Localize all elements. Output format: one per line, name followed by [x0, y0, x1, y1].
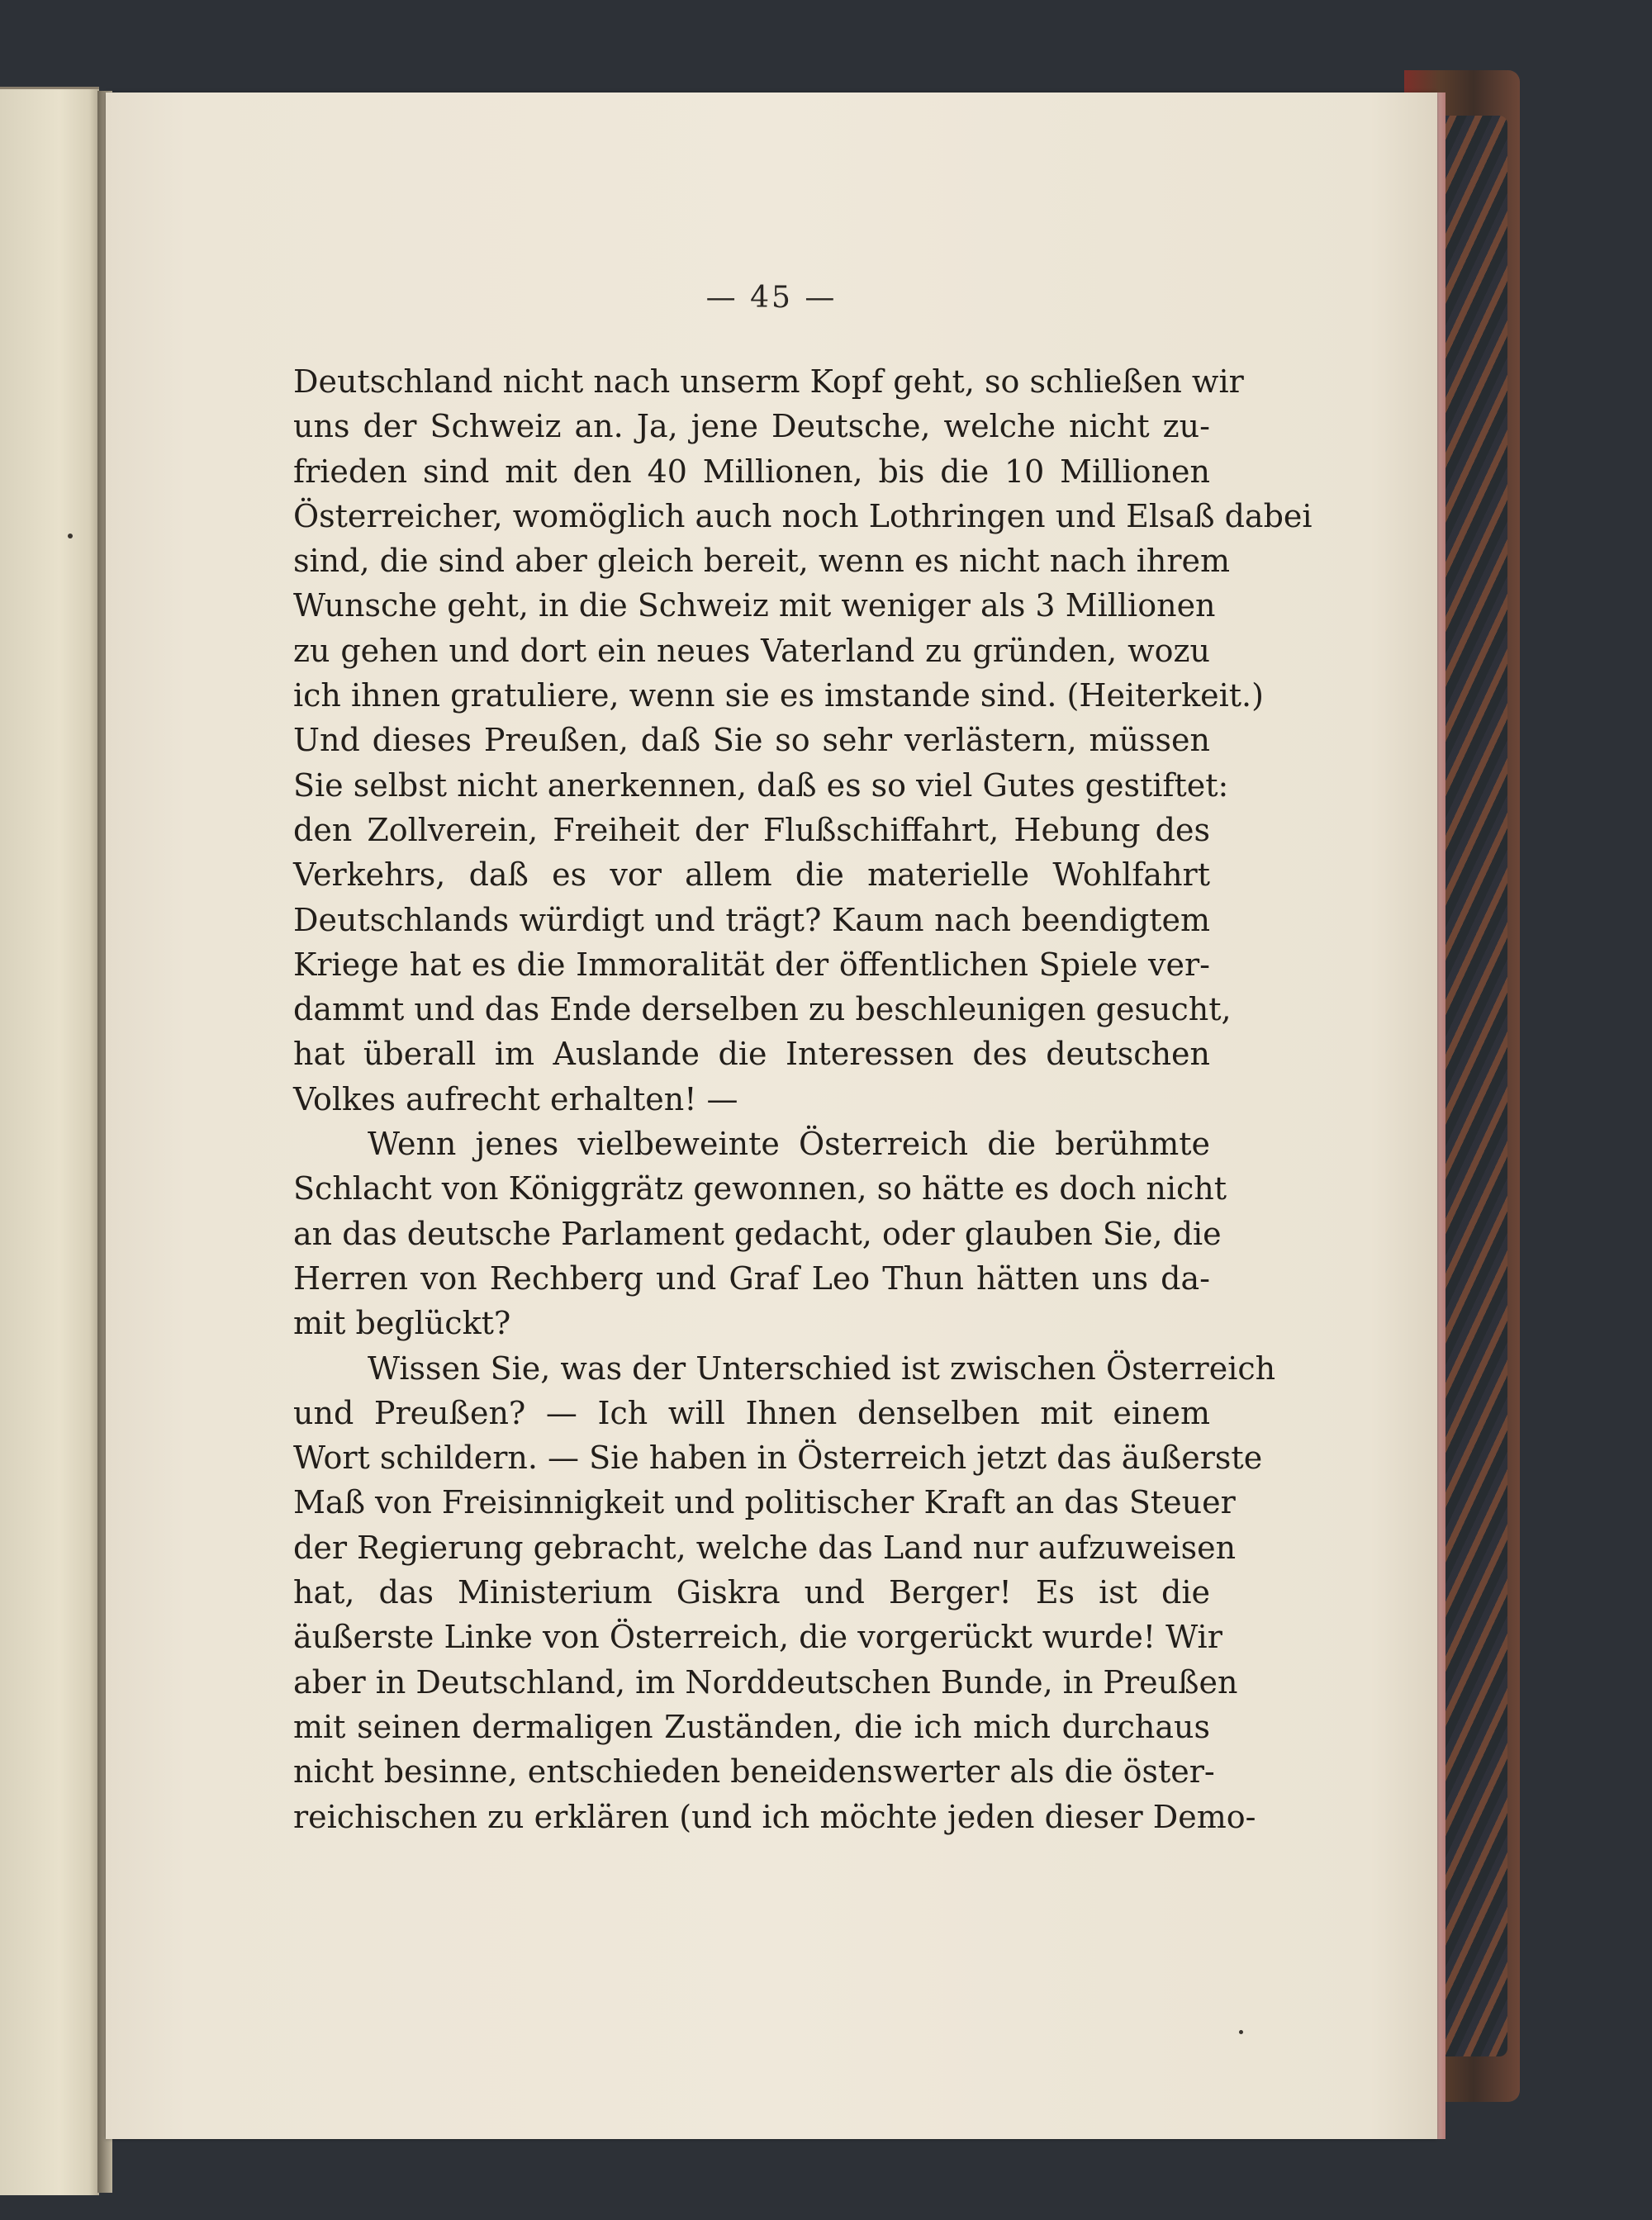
text-line: sind, die sind aber gleich bereit, wenn es nicht nach ihrem [293, 543, 1231, 580]
text-line: Volkes aufrecht erhalten! — [293, 1080, 738, 1117]
scan-speck [68, 534, 73, 538]
text-line: hat überall im Auslande die Interessen des deutschen [293, 1036, 1210, 1073]
text-line: den Zollverein, Freiheit der Flußschiffahrt, Hebung des [293, 811, 1210, 848]
text-line: reichischen zu erklären (und ich möchte jeden dieser Demo- [293, 1798, 1256, 1835]
text-line: der Regierung gebracht, welche das Land nur aufzuweisen [293, 1529, 1237, 1566]
text-line: Wort schildern. — Sie haben in Österreich jetzt das äußerste [293, 1440, 1263, 1477]
text-line: Verkehrs, daß es vor allem die materielle Wohlfahrt [293, 856, 1210, 894]
text-line: Wenn jenes vielbeweinte Österreich die berühmte [368, 1126, 1210, 1163]
scan-speck [1239, 2030, 1243, 2034]
text-line: Wissen Sie, was der Unterschied ist zwischen Österreich [368, 1350, 1276, 1387]
text-line: ich ihnen gratuliere, wenn sie es imstande sind. (Heiterkeit.) [293, 677, 1264, 714]
text-line: und Preußen? — Ich will Ihnen denselben mit einem [293, 1394, 1210, 1431]
text-line: Deutschlands würdigt und trägt? Kaum nach beendigtem [293, 901, 1210, 938]
text-line: an das deutsche Parlament gedacht, oder glauben Sie, die [293, 1215, 1222, 1252]
text-line: zu gehen und dort ein neues Vaterland zu gründen, wozu [293, 632, 1210, 669]
text-line: Und dieses Preußen, daß Sie so sehr verlästern, müssen [293, 722, 1210, 759]
text-line: Schlacht von Königgrätz gewonnen, so hätte es doch nicht [293, 1170, 1227, 1207]
text-line: Kriege hat es die Immoralität der öffentlichen Spiele ver- [293, 946, 1210, 983]
text-line: Maß von Freisinnigkeit und politischer Kraft an das Steuer [293, 1484, 1236, 1521]
text-line: mit seinen dermaligen Zuständen, die ich mich durchaus [293, 1708, 1210, 1745]
text-line: aber in Deutschland, im Norddeutschen Bunde, in Preußen [293, 1663, 1238, 1701]
text-line: äußerste Linke von Österreich, die vorgerückt wurde! Wir [293, 1619, 1222, 1656]
page-number: — 45 — [705, 281, 838, 315]
text-line: Wunsche geht, in die Schweiz mit weniger als 3 Millionen [293, 587, 1216, 624]
text-line: dammt und das Ende derselben zu beschleunigen gesucht, [293, 991, 1232, 1028]
text-line: nicht besinne, entschieden beneidenswerter als die öster- [293, 1753, 1215, 1791]
text-line: hat, das Ministerium Giskra und Berger! Es ist die [293, 1574, 1210, 1611]
text-line: mit beglückt? [293, 1305, 511, 1342]
text-line: Sie selbst nicht anerkennen, daß es so viel Gutes gestiftet: [293, 766, 1229, 804]
text-line: Österreicher, womöglich auch noch Lothringen und Elsaß dabei [293, 497, 1313, 534]
marbled-cover [1441, 116, 1507, 2056]
text-line: uns der Schweiz an. Ja, jene Deutsche, welche nicht zu- [293, 408, 1210, 445]
text-line: frieden sind mit den 40 Millionen, bis die 10 Millionen [293, 453, 1210, 490]
body-text [293, 359, 1313, 1839]
left-page-edge [0, 87, 99, 2195]
text-line: Deutschland nicht nach unserm Kopf geht, so schließen wir [293, 363, 1244, 400]
text-line: Herren von Rechberg und Graf Leo Thun hätten uns da- [293, 1259, 1210, 1297]
